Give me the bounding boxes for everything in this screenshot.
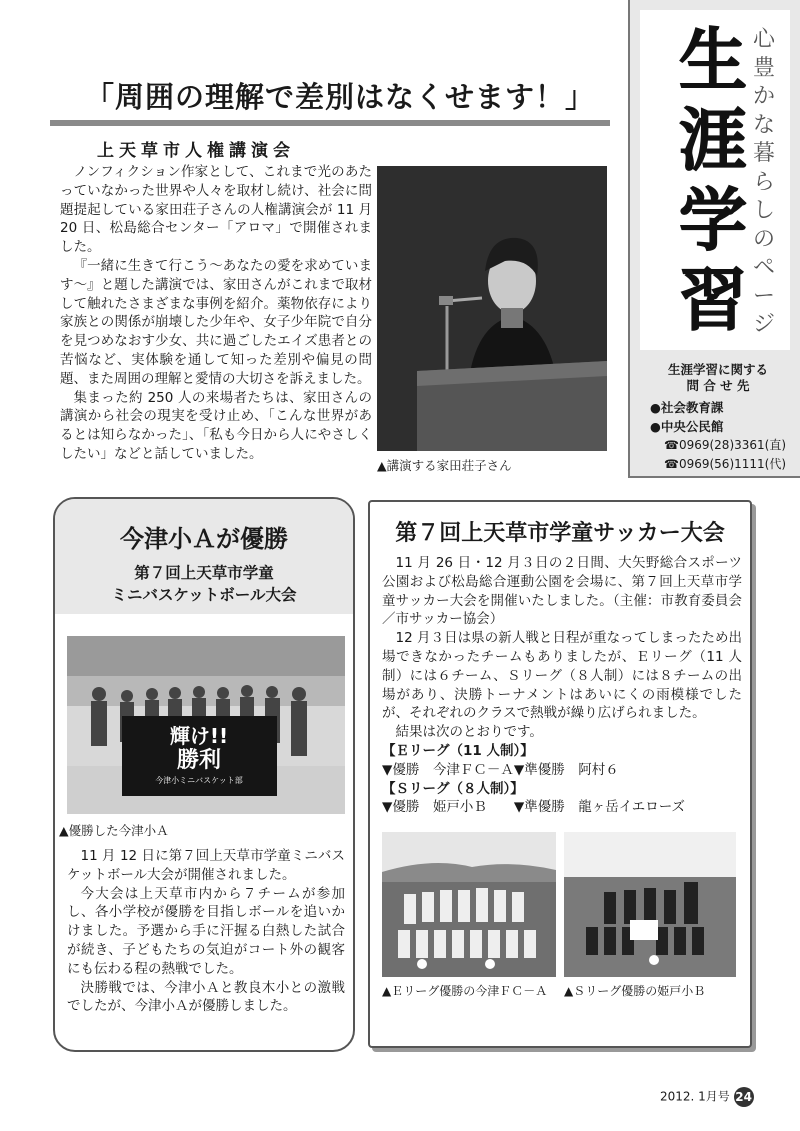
basketball-team-photo [67,636,345,814]
contact-department: ●社会教育課 [650,400,724,415]
subtitle-char: ジ [752,312,775,337]
headline-divider [50,120,610,126]
title-char: 涯 [678,102,747,181]
page-footer [660,1087,754,1107]
title-char: 学 [678,182,747,261]
photo-caption: ▲Ｅリーグ優勝の今津ＦＣ－Ａ [382,984,548,998]
page-number: 24 [734,1087,754,1107]
subtitle-char: ら [752,169,775,195]
soccer-article-box [368,500,752,1048]
article-body [382,554,742,817]
banner-text: 勝利 [176,748,221,773]
corner-title-box [628,0,800,478]
subtitle-line: 第７回上天草市学童 [134,564,274,582]
paragraph: 今大会は上天草市内から７チームが参加し、各小学校が優勝を目指しボールを追いかけました。予選から手に汗握る白熱した試合が続き、子どもたちの気迫がコート外の観客にも伝わる程の熱戦でした。 [67,885,345,977]
title-char: 生 [678,22,747,101]
article-subhead: 上天草市人権講演会 [97,141,295,161]
contact-title: 生涯学習に関する [667,362,768,377]
paragraph: 12 月３日は県の新人戦と日程が重なってしまったため出場できなかったチームもありましたが、Ｅリーグ（11 人制）には６チーム、Ｓリーグ（８人制）には８チームの出場があり、決勝トーナメントはあいにくの雨模様でしたが、それぞれのクラスで熱戦が繰り広げられました。 [382,630,742,722]
banner-text: 輝け!! [169,724,229,748]
contact-info [650,362,800,474]
league-result: ▼優勝 今津ＦＣ－Ａ▼準優勝 阿村６ [382,761,619,778]
subtitle-char: し [752,198,775,223]
box-header [55,499,353,614]
title-char: 習 [678,262,747,341]
basketball-article-box [53,497,355,1052]
article-subtitle [55,562,353,606]
paragraph: 『一緒に生きて行こう～あなたの愛を求めています～』と題した講演では、家田さんがこれまで取材して触れたさまざまな事例を紹介。薬物依存により家族との関係が崩壊した少年や、女子少年院で自分を見つめなおす少女、共に過ごしたエイズ患者との苦悩など、実体験を通して知った差別や偏見の問題、また周囲の理解と愛情の大切さを訴えました。 [60,257,372,387]
league-result: ▼優勝 姫戸小Ｂ ▼準優勝 龍ヶ岳イエローズ [382,799,686,816]
subtitle-char: 心 [752,27,775,52]
paragraph: ノンフィクション作家として、これまで光のあたっていなかった世界や人々を取材し続け、社会に問題提起している家田荘子さんの人権講演会が 11 月 20 日、松島総合センター「アロマ」で開催されました。 [60,164,372,256]
s-league-team-photo [564,832,736,977]
league-heading: 【Ｓリーグ（８人制）】 [382,780,524,797]
phone-number: ☎0969(28)3361(直) [664,438,787,452]
team-banner-text [129,724,269,788]
headline: 「周囲の理解で差別はなくせます！」 [85,80,596,114]
phone-number: ☎0969(56)1111(代) [664,457,787,471]
subtitle-line: ミニバスケットボール大会 [111,586,297,604]
subtitle-char: 豊 [752,55,775,81]
subtitle-char: の [752,226,775,252]
paragraph: 決勝戦では、今津小Ａと教良木小との激戦でしたが、今津小Ａが優勝しました。 [67,979,345,1015]
photo-caption: ▲優勝した今津小Ａ [59,823,169,838]
paragraph: 11 月 12 日に第７回上天草市学童ミニバスケットボール大会が開催されました。 [67,848,345,883]
section-subtitle [748,26,780,340]
section-title [678,22,748,342]
article-body [67,847,345,1016]
issue-label: 2012. 1月号 [660,1089,730,1104]
subtitle-char: ー [752,283,775,309]
paragraph: 結果は次のとおりです。 [395,724,543,741]
contact-department: ●中央公民館 [650,419,724,434]
e-league-team-photo [382,832,556,977]
article-title: 今津小Ａが優勝 [120,525,288,553]
subtitle-char: か [752,84,775,109]
article-title: 第７回上天草市学童サッカー大会 [395,521,725,546]
paragraph: 11 月 26 日・12 月３日の２日間、大矢野総合スポーツ公園および松島総合運動公園を会場に、第７回上天草市学童サッカー大会を開催いたしました。（主催：市教育委員会／市サッカー協会） [382,555,742,628]
subtitle-char: な [752,112,775,138]
contact-title: 問 合 せ 先 [686,378,750,393]
subtitle-char: 暮 [752,141,775,166]
corner-title-panel [640,10,790,350]
photo-caption: ▲講演する家田荘子さん [377,458,512,473]
subtitle-char: ペ [752,255,775,280]
photo-caption: ▲Ｓリーグ優勝の姫戸小Ｂ [564,984,706,998]
speaker-photo [377,166,607,451]
league-heading: 【Ｅリーグ（11 人制）】 [382,742,534,759]
paragraph: 集まった約 250 人の来場者たちは、家田さんの講演から社会の現実を受け止め、「こんな世界があるとは知らなかった」、「私も今日から人にやさしくしたい」などと話していました。 [60,389,372,462]
banner-text: 今津小ミニバスケット部 [155,776,243,785]
article-body [60,163,372,464]
